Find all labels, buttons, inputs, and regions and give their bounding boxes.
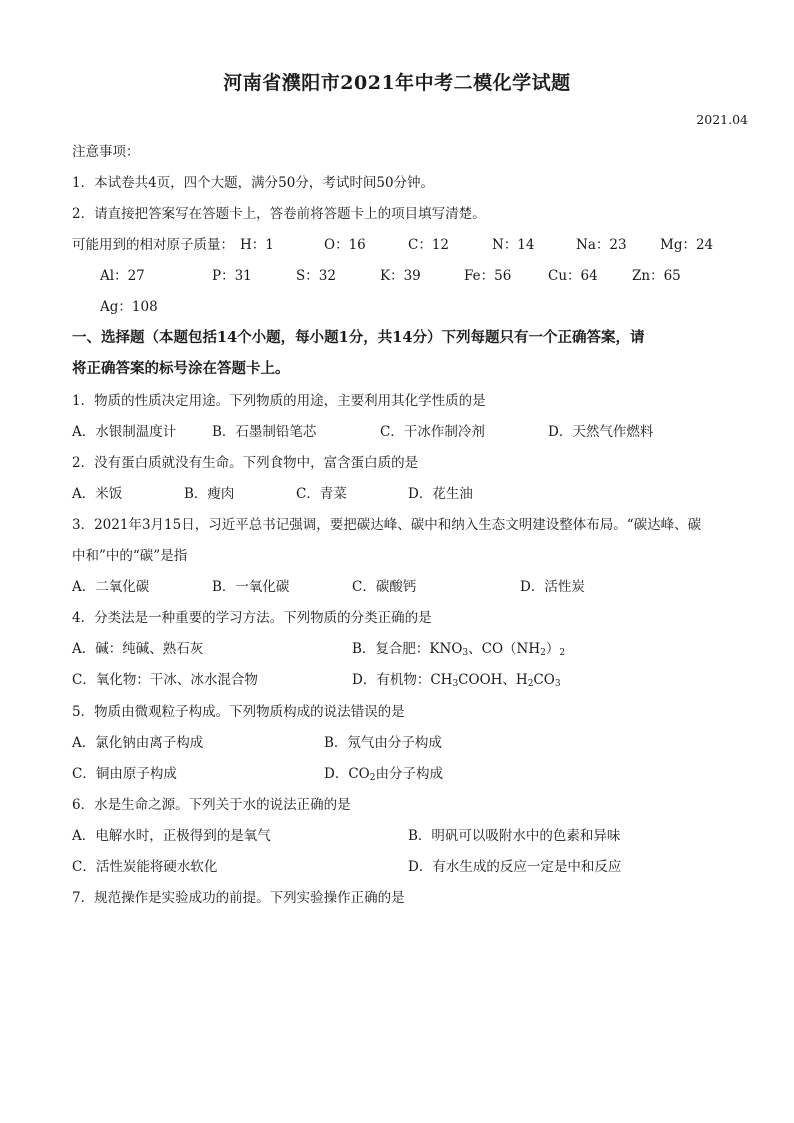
atomic-mass-item: Ag：108: [100, 299, 158, 315]
question-stem-2: 2．没有蛋白质就没有生命。下列食物中，富含蛋白质的是: [72, 455, 419, 471]
notes-heading: 注意事项：: [72, 144, 140, 160]
option-d: D．有水生成的反应一定是中和反应: [408, 859, 622, 875]
atomic-mass-item: Cu：64: [548, 268, 598, 284]
option-a: A．电解水时，正极得到的是氧气: [72, 828, 271, 844]
question-stem-1: 1．物质的性质决定用途。下列物质的用途，主要利用其化学性质的是: [72, 393, 486, 409]
option-b: B．瘦肉: [184, 486, 235, 502]
option-b: B．氖气由分子构成: [324, 735, 442, 751]
atomic-mass-item: H：1: [240, 237, 274, 253]
option-a: A．氯化钠由离子构成: [72, 735, 204, 751]
option-c: C．碳酸钙: [352, 579, 417, 595]
question-stem-7: 7．规范操作是实验成功的前提。下列实验操作正确的是: [72, 890, 405, 906]
option-d: D．有机物：$CH_3COOH$、$H_2CO_3$: [352, 672, 561, 689]
atomic-mass-item: K：39: [380, 268, 421, 284]
question-stem-4: 4．分类法是一种重要的学习方法。下列物质的分类正确的是: [72, 610, 432, 626]
section-heading-line1: 一、选择题（本题包括14个小题，每小题1分，共14分）下列每题只有一个正确答案，请: [72, 329, 645, 346]
atomic-mass-item: S：32: [296, 268, 336, 284]
option-c: C．氧化物：干冰、冰水混合物: [72, 672, 258, 688]
option-b: B．复合肥：$KNO_3$、$CO(NH_2)_2$: [352, 641, 566, 658]
question-stem-3-line1: 3．2021年3月15日，习近平总书记强调，要把碳达峰、碳中和纳入生态文明建设整体布局。“碳达峰、碳: [72, 517, 702, 533]
atomic-mass-item: O：16: [324, 237, 366, 253]
option-d: D．花生油: [408, 486, 473, 502]
option-a: A．碱：纯碱、熟石灰: [72, 641, 204, 657]
option-d: D．$CO_2$由分子构成: [324, 766, 443, 783]
option-d: D．活性炭: [520, 579, 585, 595]
atomic-mass-item: Zn：65: [632, 268, 681, 284]
note-item: 2．请直接把答案写在答题卡上，答卷前将答题卡上的项目填写清楚。: [72, 206, 486, 222]
atomic-mass-item: Mg：24: [660, 237, 714, 253]
question-stem-5: 5．物质由微观粒子构成。下列物质构成的说法错误的是: [72, 704, 405, 720]
atomic-mass-item: Al：27: [100, 268, 145, 284]
option-c: C．干冰作制冷剂: [380, 424, 485, 440]
atomic-mass-item: Na：23: [576, 237, 627, 253]
section-heading-line2: 将正确答案的标号涂在答题卡上。: [72, 360, 290, 377]
question-stem-6: 6．水是生命之源。下列关于水的说法正确的是: [72, 797, 351, 813]
option-c: C．青菜: [296, 486, 347, 502]
option-b: B．石墨制铅笔芯: [212, 424, 317, 440]
atomic-mass-item: N：14: [492, 237, 535, 253]
exam-date: 2021.04: [696, 112, 748, 127]
atomic-mass-item: Fe：56: [464, 268, 512, 284]
exam-title: 河南省濮阳市2021年中考二模化学试题: [223, 72, 571, 94]
atomic-mass-label: 可能用到的相对原子质量：: [72, 237, 234, 253]
option-c: C．铜由原子构成: [72, 766, 177, 782]
option-d: D．天然气作燃料: [548, 424, 654, 440]
atomic-mass-item: P：31: [212, 268, 252, 284]
question-stem-3-line2: 中和”中的“碳”是指: [72, 548, 188, 564]
option-c: C．活性炭能将硬水软化: [72, 859, 218, 875]
option-b: B．明矾可以吸附水中的色素和异味: [408, 828, 621, 844]
option-a: A．水银制温度计: [72, 424, 177, 440]
note-item: 1．本试卷共4页，四个大题，满分50分，考试时间50分钟。: [72, 175, 435, 191]
option-a: A．二氧化碳: [72, 579, 150, 595]
option-b: B．一氧化碳: [212, 579, 290, 595]
option-a: A．米饭: [72, 486, 123, 502]
atomic-mass-item: C：12: [408, 237, 450, 253]
